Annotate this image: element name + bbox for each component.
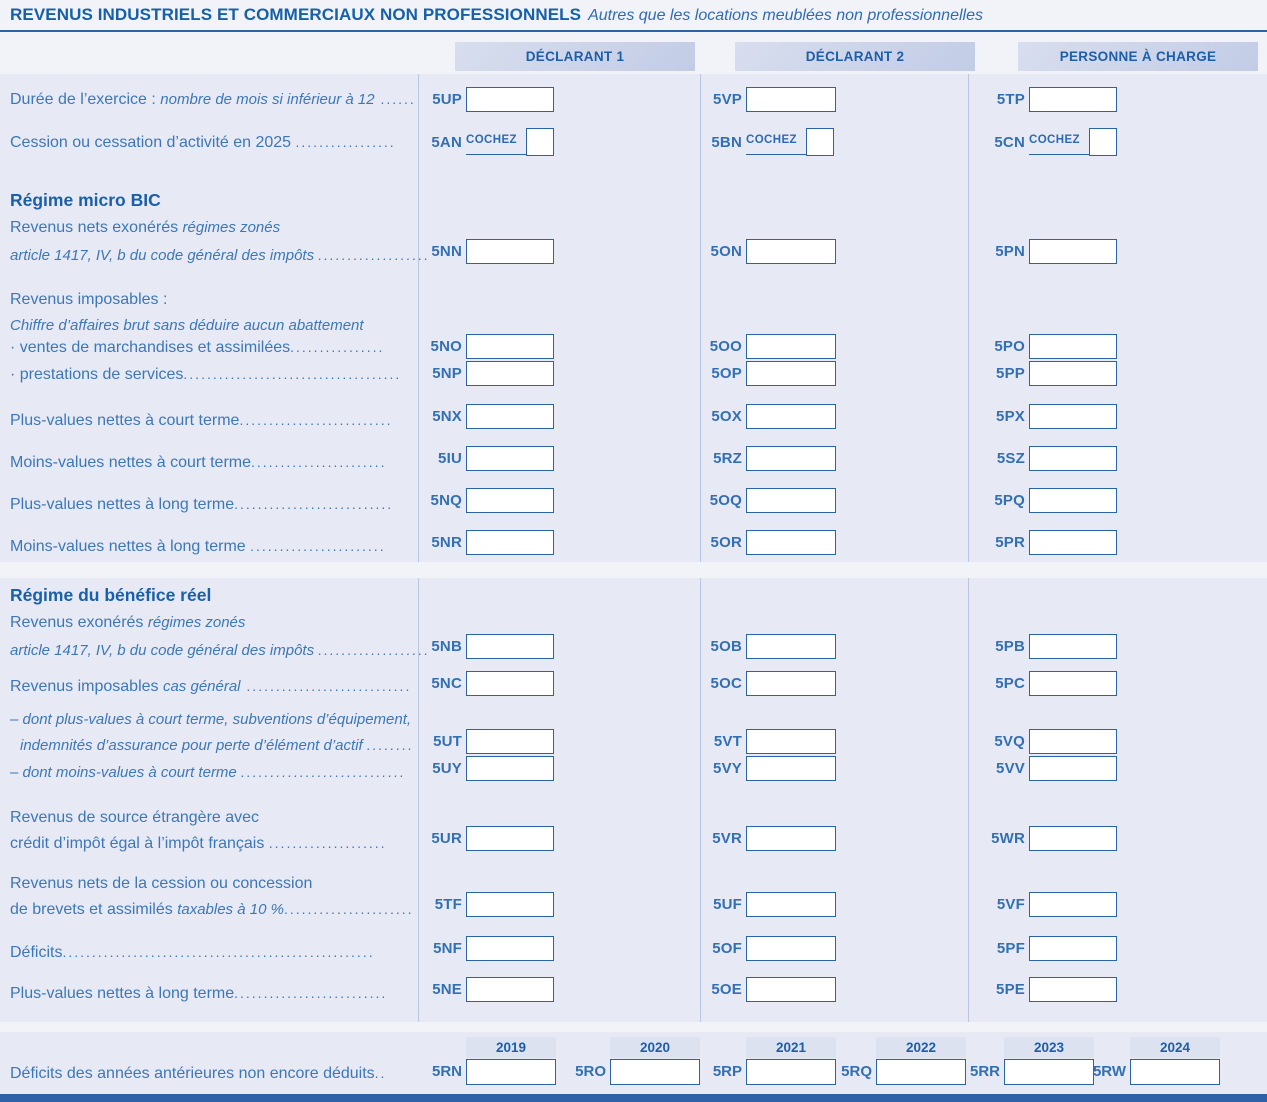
code-5TP: 5TP <box>996 91 1025 108</box>
input-5UP[interactable] <box>466 87 554 112</box>
input-5RQ[interactable] <box>876 1059 966 1085</box>
year-header-2019: 2019 <box>466 1037 556 1058</box>
code-5BN: 5BN <box>711 134 742 151</box>
input-5WR[interactable] <box>1029 826 1117 851</box>
code-5UR: 5UR <box>431 830 462 847</box>
input-5PE[interactable] <box>1029 977 1117 1002</box>
input-5NF[interactable] <box>466 936 554 961</box>
code-5VF: 5VF <box>996 896 1025 913</box>
label-cession-activite: Cession ou cessation d’activité en 2025 ................. <box>10 134 396 151</box>
code-5OX: 5OX <box>711 408 742 425</box>
input-5UR[interactable] <box>466 826 554 851</box>
code-5RW: 5RW <box>1092 1063 1126 1080</box>
input-5UT[interactable] <box>466 729 554 754</box>
input-5OF[interactable] <box>746 936 836 961</box>
year-header-2024: 2024 <box>1130 1037 1220 1058</box>
code-5RR: 5RR <box>969 1063 1000 1080</box>
label-plus-values-long-terme: Plus-values nettes à long terme........................... <box>10 496 394 513</box>
input-5PX[interactable] <box>1029 404 1117 429</box>
label-brevets-l2: de brevets et assimilés taxables à 10 %...................... <box>10 901 414 918</box>
label-dont-plus-values-l1: – dont plus-values à court terme, subventions d’équipement, <box>10 711 412 728</box>
label-deficits: Déficits..................................................... <box>10 944 375 961</box>
input-5OC[interactable] <box>746 671 836 696</box>
input-5VT[interactable] <box>746 729 836 754</box>
column-divider <box>968 74 969 562</box>
checkbox-5CN[interactable] <box>1089 128 1117 156</box>
label-deficits-anterieurs: Déficits des années antérieures non encore déduits.. <box>10 1065 387 1082</box>
code-5PF: 5PF <box>996 940 1025 957</box>
input-5RR[interactable] <box>1004 1059 1094 1085</box>
page-title: REVENUS INDUSTRIELS ET COMMERCIAUX NON PROFESSIONNELS <box>10 5 582 24</box>
code-5NR: 5NR <box>431 534 462 551</box>
code-5TF: 5TF <box>434 896 462 913</box>
code-5VQ: 5VQ <box>994 733 1025 750</box>
input-5VF[interactable] <box>1029 892 1117 917</box>
code-5PQ: 5PQ <box>994 492 1025 509</box>
code-5SZ: 5SZ <box>996 450 1025 467</box>
code-5VT: 5VT <box>713 733 742 750</box>
input-5PN[interactable] <box>1029 239 1117 264</box>
input-5NN[interactable] <box>466 239 554 264</box>
input-5PF[interactable] <box>1029 936 1117 961</box>
label-plus-values-court-terme: Plus-values nettes à court terme.......................... <box>10 412 393 429</box>
input-5TF[interactable] <box>466 892 554 917</box>
input-5PQ[interactable] <box>1029 488 1117 513</box>
input-5RN[interactable] <box>466 1059 556 1085</box>
label-dont-plus-values-l2: indemnités d’assurance pour perte d’élément d’actif ........ <box>20 737 414 754</box>
input-5PC[interactable] <box>1029 671 1117 696</box>
column-header-declarant-1: DÉCLARANT 1 <box>455 42 695 71</box>
code-5AN: 5AN <box>431 134 462 151</box>
input-5IU[interactable] <box>466 446 554 471</box>
input-5UY[interactable] <box>466 756 554 781</box>
code-5OP: 5OP <box>711 365 742 382</box>
code-5NB: 5NB <box>431 638 462 655</box>
input-5NX[interactable] <box>466 404 554 429</box>
code-5NQ: 5NQ <box>430 492 462 509</box>
input-5NR[interactable] <box>466 530 554 555</box>
code-5OC: 5OC <box>710 675 742 692</box>
column-header-personne-a-charge: PERSONNE À CHARGE <box>1018 42 1258 71</box>
label-ventes-marchandises: · ventes de marchandises et assimilées................ <box>10 339 385 356</box>
label-revenus-imposables-cas-general: Revenus imposables cas général ............................ <box>10 678 412 695</box>
input-5SZ[interactable] <box>1029 446 1117 471</box>
year-header-2021: 2021 <box>746 1037 836 1058</box>
code-5WR: 5WR <box>991 830 1025 847</box>
code-5UT: 5UT <box>433 733 462 750</box>
label-cochez: COCHEZ <box>746 134 806 155</box>
input-5OR[interactable] <box>746 530 836 555</box>
label-source-etrangere-l1: Revenus de source étrangère avec <box>10 809 260 826</box>
label-pv-long-terme-reel: Plus-values nettes à long terme.......................... <box>10 985 388 1002</box>
page-subtitle: Autres que les locations meublées non professionnelles <box>588 7 983 24</box>
code-5VY: 5VY <box>713 760 742 777</box>
code-5UP: 5UP <box>432 91 462 108</box>
code-5UY: 5UY <box>432 760 462 777</box>
code-5PB: 5PB <box>995 638 1025 655</box>
code-5IU: 5IU <box>438 450 462 467</box>
input-5OQ[interactable] <box>746 488 836 513</box>
code-5CN: 5CN <box>994 134 1025 151</box>
code-5RN: 5RN <box>431 1063 462 1080</box>
code-5RZ: 5RZ <box>713 450 742 467</box>
label-brevets-l1: Revenus nets de la cession ou concession <box>10 875 313 892</box>
code-5PN: 5PN <box>995 243 1025 260</box>
code-5RQ: 5RQ <box>841 1063 872 1080</box>
label-prestations-services: · prestations de services..................................... <box>10 366 402 383</box>
code-5OF: 5OF <box>712 940 742 957</box>
code-5NX: 5NX <box>432 408 462 425</box>
input-5TP[interactable] <box>1029 87 1117 112</box>
code-5NE: 5NE <box>432 981 462 998</box>
input-5NC[interactable] <box>466 671 554 696</box>
input-5OE[interactable] <box>746 977 836 1002</box>
column-divider <box>700 578 701 1022</box>
input-5NB[interactable] <box>466 634 554 659</box>
code-5NP: 5NP <box>432 365 462 382</box>
column-divider <box>700 74 701 562</box>
label-revenus-nets-exoneres: Revenus nets exonérés régimes zonés <box>10 219 281 236</box>
input-5NP[interactable] <box>466 361 554 386</box>
code-5VR: 5VR <box>712 830 742 847</box>
code-5NF: 5NF <box>433 940 462 957</box>
code-5ON: 5ON <box>710 243 742 260</box>
input-5PP[interactable] <box>1029 361 1117 386</box>
input-5PR[interactable] <box>1029 530 1117 555</box>
code-5PE: 5PE <box>996 981 1025 998</box>
bottom-rule <box>0 1094 1267 1102</box>
input-5VQ[interactable] <box>1029 729 1117 754</box>
input-5RZ[interactable] <box>746 446 836 471</box>
input-5OB[interactable] <box>746 634 836 659</box>
label-chiffre-affaires-brut: Chiffre d’affaires brut sans déduire aucun abattement <box>10 317 364 334</box>
input-5NE[interactable] <box>466 977 554 1002</box>
input-5VY[interactable] <box>746 756 836 781</box>
input-5VV[interactable] <box>1029 756 1117 781</box>
input-5OX[interactable] <box>746 404 836 429</box>
code-5NO: 5NO <box>430 338 462 355</box>
code-5PO: 5PO <box>994 338 1025 355</box>
input-5RO[interactable] <box>610 1059 700 1085</box>
code-5PX: 5PX <box>996 408 1025 425</box>
input-5NO[interactable] <box>466 334 554 359</box>
input-5PO[interactable] <box>1029 334 1117 359</box>
column-header-declarant-2: DÉCLARANT 2 <box>735 42 975 71</box>
code-5VP: 5VP <box>713 91 742 108</box>
label-duree-exercice: Durée de l’exercice : nombre de mois si inférieur à 12 ...... <box>10 91 416 108</box>
label-dont-moins-values: – dont moins-values à court terme ............................ <box>10 764 406 781</box>
code-5RO: 5RO <box>575 1063 606 1080</box>
input-5RP[interactable] <box>746 1059 836 1085</box>
page-title-row <box>10 5 983 25</box>
input-5VR[interactable] <box>746 826 836 851</box>
checkbox-5AN[interactable] <box>526 128 554 156</box>
input-5OP[interactable] <box>746 361 836 386</box>
code-5RP: 5RP <box>712 1063 742 1080</box>
section-heading-micro-bic: Régime micro BIC <box>10 190 161 210</box>
code-5OR: 5OR <box>710 534 742 551</box>
label-cochez: COCHEZ <box>466 134 526 155</box>
code-5NN: 5NN <box>431 243 462 260</box>
year-header-2020: 2020 <box>610 1037 700 1058</box>
column-divider <box>418 74 419 562</box>
label-moins-values-court-terme: Moins-values nettes à court terme....................... <box>10 454 387 471</box>
code-5OE: 5OE <box>711 981 742 998</box>
label-moins-values-long-terme: Moins-values nettes à long terme ....................... <box>10 538 386 555</box>
label-cochez: COCHEZ <box>1029 134 1089 155</box>
title-rule <box>0 30 1267 32</box>
label-source-etrangere-l2: crédit d’impôt égal à l’impôt français .................... <box>10 835 387 852</box>
code-5UF: 5UF <box>713 896 742 913</box>
label-article-1417-reel: article 1417, IV, b du code général des impôts ................... <box>10 642 431 659</box>
label-article-1417: article 1417, IV, b du code général des impôts ................... <box>10 247 431 264</box>
code-5OO: 5OO <box>709 338 742 355</box>
code-5NC: 5NC <box>431 675 462 692</box>
input-5NQ[interactable] <box>466 488 554 513</box>
checkbox-5BN[interactable] <box>806 128 834 156</box>
input-5VP[interactable] <box>746 87 836 112</box>
code-5OB: 5OB <box>710 638 742 655</box>
year-header-2023: 2023 <box>1004 1037 1094 1058</box>
year-header-2022: 2022 <box>876 1037 966 1058</box>
label-revenus-imposables: Revenus imposables : <box>10 291 168 308</box>
label-revenus-exoneres-reel: Revenus exonérés régimes zonés <box>10 614 246 631</box>
code-5VV: 5VV <box>996 760 1025 777</box>
input-5PB[interactable] <box>1029 634 1117 659</box>
code-5OQ: 5OQ <box>709 492 742 509</box>
column-divider <box>968 578 969 1022</box>
section-heading-benefice-reel: Régime du bénéfice réel <box>10 585 212 605</box>
input-5UF[interactable] <box>746 892 836 917</box>
input-5RW[interactable] <box>1130 1059 1220 1085</box>
code-5PR: 5PR <box>995 534 1025 551</box>
input-5OO[interactable] <box>746 334 836 359</box>
code-5PC: 5PC <box>995 675 1025 692</box>
input-5ON[interactable] <box>746 239 836 264</box>
code-5PP: 5PP <box>996 365 1025 382</box>
